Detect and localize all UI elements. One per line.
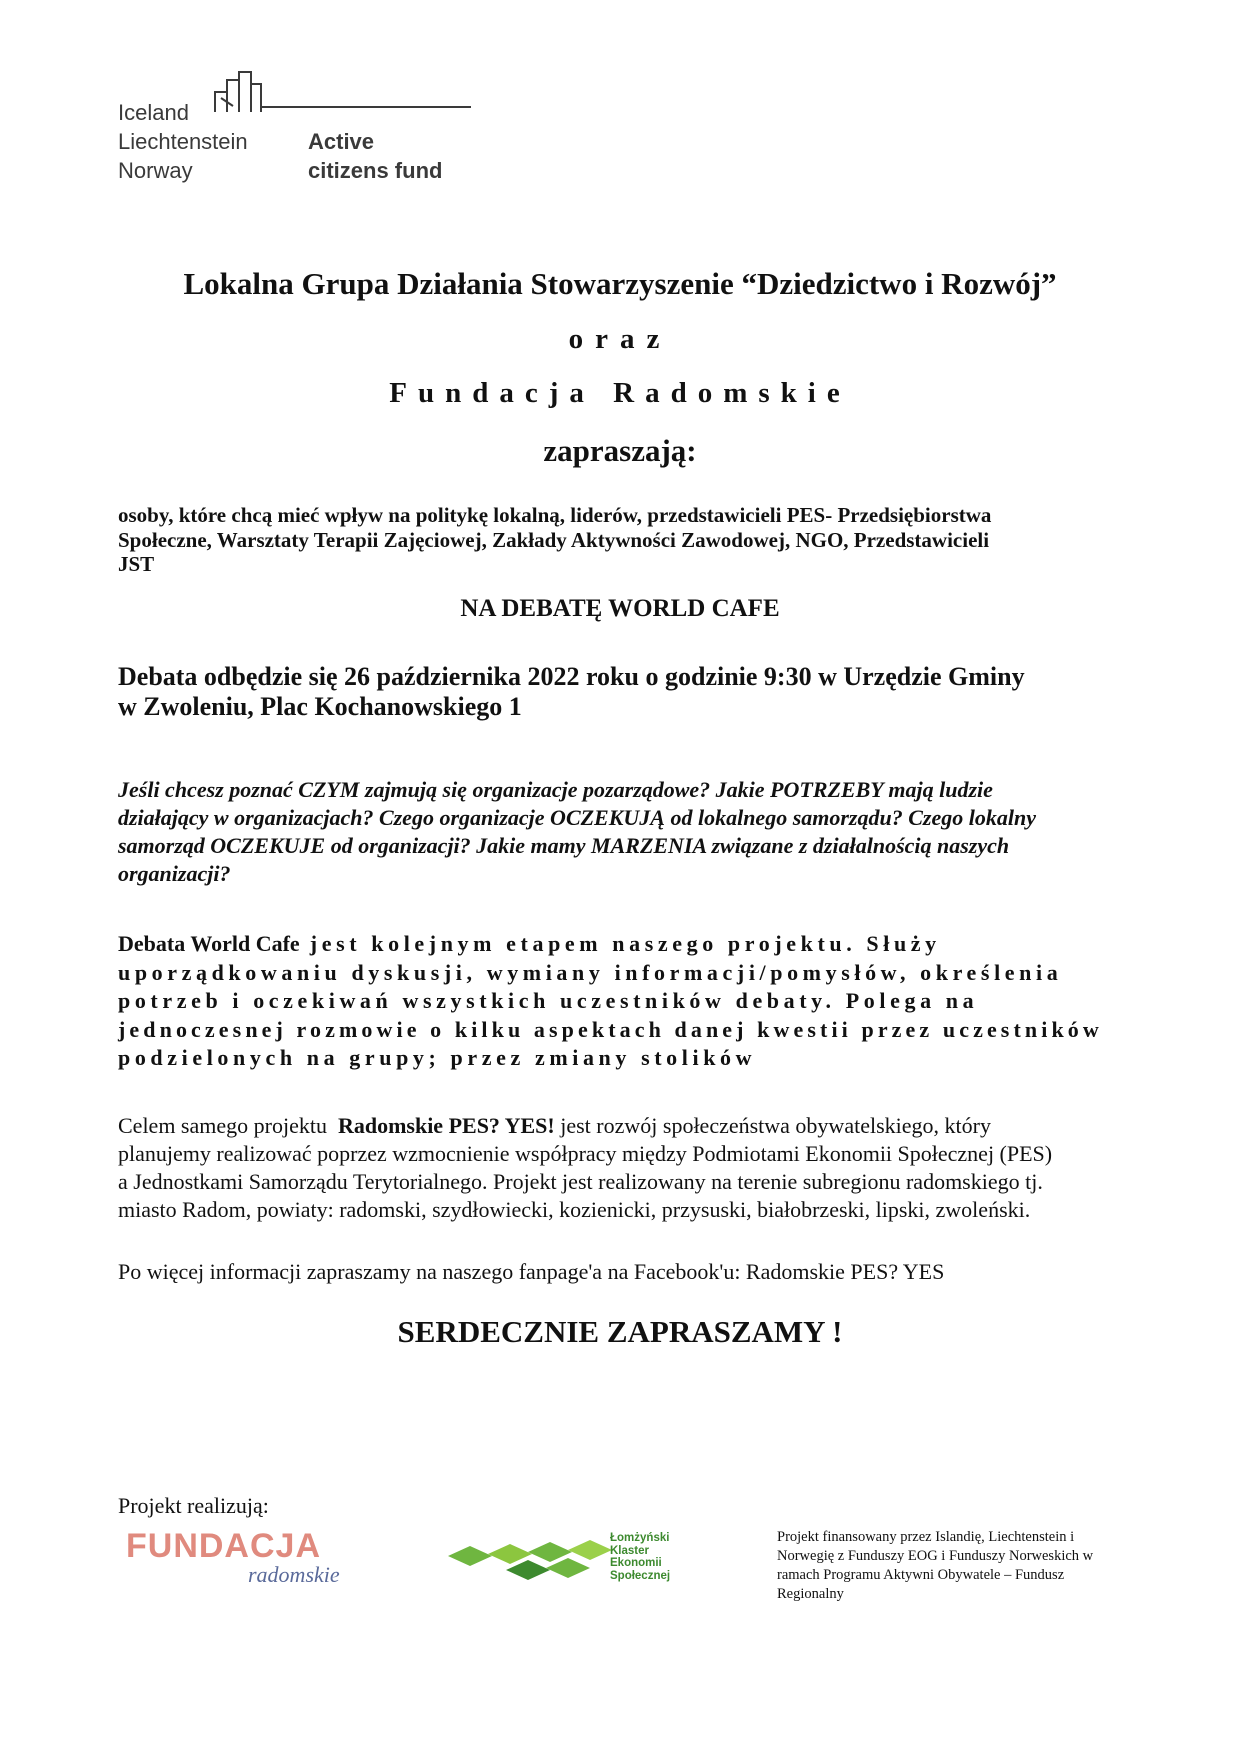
questions-paragraph — [118, 776, 1158, 888]
audience-text — [118, 503, 1158, 577]
fundacja-logo-line2: radomskie — [248, 1562, 340, 1587]
project-name: Radomskie PES? YES! — [337, 1113, 555, 1138]
logo-country-norway: Norway — [118, 158, 193, 183]
logo-country-iceland: Iceland — [118, 100, 189, 125]
klaster-line: Łomżyński — [610, 1532, 670, 1544]
worldcafe-line: podzielonych na grupy; przez zmiany stolików — [118, 1045, 757, 1070]
active-citizens-logo — [118, 70, 468, 185]
event-title: NA DEBATĘ WORLD CAFE — [460, 595, 780, 622]
closing-heading: SERDECZNIE ZAPRASZAMY ! — [397, 1314, 843, 1349]
questions-line: organizacji? — [118, 861, 231, 886]
audience-line: osoby, które chcą mieć wpływ na politykę lokalną, liderów, przedstawicieli PES- Przedsiębiorstwa — [118, 503, 992, 527]
more-info: Po więcej informacji zapraszamy na naszego fanpage'a na Facebook'u: Radomskie PES? YES — [118, 1259, 945, 1284]
invite-heading: zapraszają: — [543, 433, 697, 468]
hexagon-cluster-icon — [448, 1536, 618, 1586]
questions-line: samorząd OCZEKUJE od organizacji? Jakie mamy MARZENIA związane z działalnością naszych — [118, 833, 1010, 858]
worldcafe-paragraph — [118, 930, 1158, 1073]
project-line: a Jednostkami Samorządu Terytorialnego. Projekt jest realizowany na terenie subregionu radomskiego tj. — [118, 1169, 1043, 1194]
fundacja-radomskie-logo — [126, 1528, 366, 1598]
logo-country-liechtenstein: Liechtenstein — [118, 129, 248, 154]
funding-note — [777, 1528, 1157, 1604]
worldcafe-line: jest kolejnym etapem naszego projektu. Służy — [299, 931, 941, 956]
organizer-1: Lokalna Grupa Działania Stowarzyszenie “Dziedzictwo i Rozwój” — [183, 266, 1057, 301]
funding-line: Regionalny — [777, 1586, 844, 1602]
audience-line: Społeczne, Warsztaty Terapii Zajęciowej, Zakłady Aktywności Zawodowej, NGO, Przedstawicieli — [118, 527, 990, 552]
project-line: planujemy realizować poprzez wzmocnienie współpracy między Podmiotami Ekonomii Społecznej (PES) — [118, 1141, 1053, 1166]
klaster-logo — [448, 1532, 718, 1592]
project-post: jest rozwój społeczeństwa obywatelskiego, który — [554, 1113, 991, 1138]
questions-line: działający w organizacjach? Czego organizacje OCZEKUJĄ od lokalnego samorządu? Czego lokalny — [118, 805, 1036, 830]
worldcafe-line: uporządkowaniu dyskusji, wymiany informacji/pomysłów, określenia — [118, 959, 1063, 985]
event-when-line: w Zwoleniu, Plac Kochanowskiego 1 — [118, 692, 522, 721]
project-paragraph — [118, 1112, 1178, 1224]
realized-by-label: Projekt realizują: — [118, 1493, 269, 1518]
funding-line: ramach Programu Aktywni Obywatele – Fundusz — [777, 1567, 1065, 1583]
questions-line: Jeśli chcesz poznać CZYM zajmują się organizacje pozarządowe? Jakie POTRZEBY mają ludzie — [118, 777, 993, 802]
event-when-line: Debata odbędzie się 26 października 2022 roku o godzinie 9:30 w Urzędzie Gminy — [118, 662, 1025, 691]
audience-line: JST — [118, 552, 155, 576]
klaster-line: Ekonomii — [610, 1557, 662, 1569]
funding-line: Norwegię z Funduszy EOG i Funduszy Norweskich w — [777, 1548, 1094, 1564]
project-line: miasto Radom, powiaty: radomski, szydłowiecki, kozienicki, przysuski, białobrzeski, lipski, zwoleński. — [118, 1197, 1031, 1222]
klaster-line: Społecznej — [610, 1569, 671, 1582]
organizer-2: Fundacja Radomskie — [389, 377, 851, 409]
event-when — [118, 662, 1158, 722]
project-pre: Celem samego projektu — [118, 1113, 338, 1138]
logo-fund-line2: citizens fund — [308, 158, 443, 183]
conjunction-oraz: oraz — [568, 323, 672, 355]
klaster-line: Klaster — [610, 1544, 649, 1557]
buildings-outline-icon — [213, 70, 473, 115]
fundacja-logo-line1: FUNDACJA — [126, 1527, 321, 1565]
worldcafe-lead: Debata World Cafe — [118, 931, 300, 956]
logo-fund-line1: Active — [308, 129, 375, 154]
worldcafe-line: potrzeb i oczekiwań wszystkich uczestników debaty. Polega na — [118, 988, 979, 1013]
funding-line: Projekt finansowany przez Islandię, Liechtenstein i — [777, 1529, 1075, 1545]
worldcafe-line: jednoczesnej rozmowie o kilku aspektach danej kwestii przez uczestników — [118, 1016, 1103, 1042]
